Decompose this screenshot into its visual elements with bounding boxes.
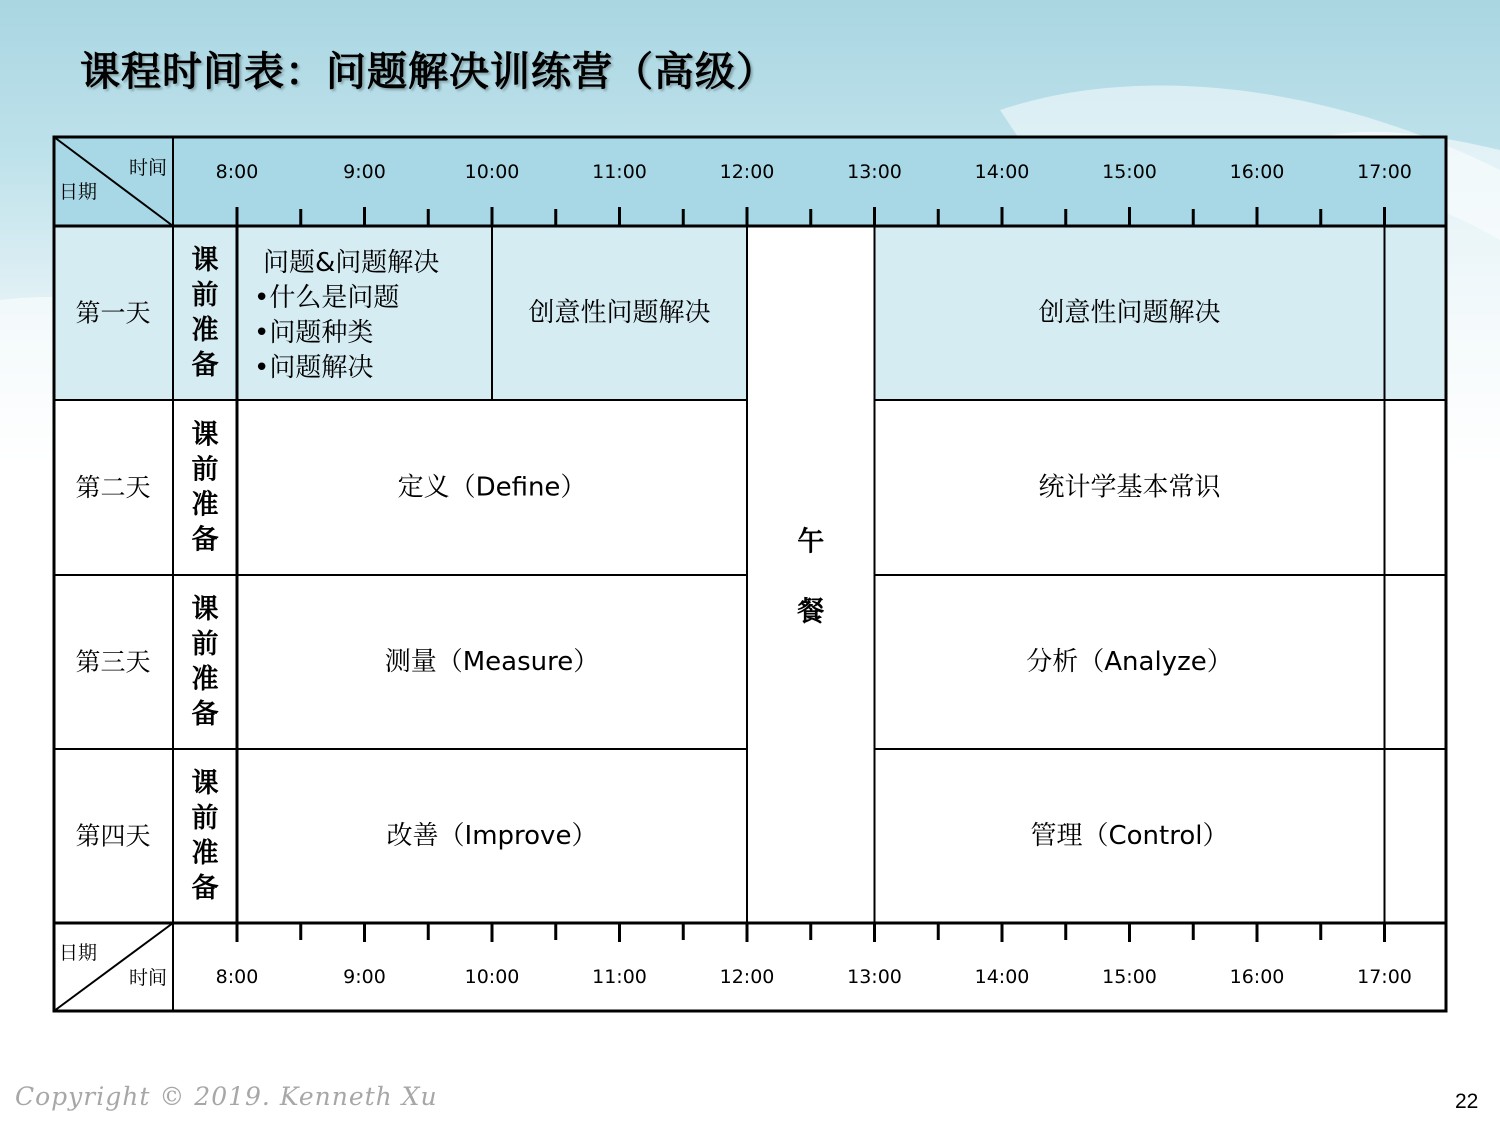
day-label: 第四天 <box>75 821 151 851</box>
time-label-top: 9:00 <box>343 161 386 183</box>
day1-intro-session-line: 问题&问题解决 <box>263 248 440 278</box>
time-label-bottom: 10:00 <box>464 966 520 988</box>
day-label: 第一天 <box>75 298 151 328</box>
prep-label-char: 课 <box>191 419 219 451</box>
day-label: 第二天 <box>75 473 151 502</box>
prep-label-char: 备 <box>191 873 219 904</box>
page-number: 22 <box>1455 1090 1479 1113</box>
time-label-bottom: 9:00 <box>343 966 386 988</box>
prep-label-char: 备 <box>191 699 219 730</box>
prep-label-char: 前 <box>191 280 219 311</box>
prep-label-char: 准 <box>191 664 219 695</box>
prep-label-char: 前 <box>191 803 219 834</box>
prep-label-char: 课 <box>191 594 219 625</box>
time-label-bottom: 17:00 <box>1357 966 1412 988</box>
prep-label-char: 课 <box>191 768 219 799</box>
time-label-bottom: 12:00 <box>719 966 775 988</box>
copyright-footer: Copyright © 2019. Kenneth Xu <box>15 1082 438 1111</box>
time-label-top: 13:00 <box>847 161 902 183</box>
prep-label-char: 前 <box>191 454 219 486</box>
prep-label-char: 备 <box>191 524 219 556</box>
morning-session: 定义（Define） <box>397 472 587 503</box>
lunch-label-char: 午 <box>797 526 825 558</box>
day-label: 第三天 <box>75 647 151 677</box>
afternoon-session: 统计学基本常识 <box>1038 472 1221 503</box>
day1-intro-session-line: •问题种类 <box>254 318 374 348</box>
time-label-bottom: 16:00 <box>1229 966 1285 988</box>
time-label-bottom: 15:00 <box>1102 966 1157 988</box>
time-label-top: 10:00 <box>464 161 520 183</box>
lunch-label-char: 餐 <box>797 596 825 628</box>
afternoon-session: 管理（Control） <box>1030 821 1229 851</box>
time-label-bottom: 11:00 <box>592 966 647 988</box>
prep-label-char: 备 <box>191 350 219 381</box>
day1-intro-session-line: •什么是问题 <box>254 283 400 313</box>
time-label-top: 11:00 <box>592 161 647 183</box>
afternoon-session: 创意性问题解决 <box>1038 298 1221 328</box>
time-label-top: 16:00 <box>1229 161 1285 183</box>
time-label-top: 14:00 <box>974 161 1030 183</box>
prep-label-char: 准 <box>191 838 219 869</box>
prep-label-char: 前 <box>191 629 219 660</box>
time-label-top: 12:00 <box>719 161 775 183</box>
time-label-top: 8:00 <box>215 161 259 183</box>
prep-label-char: 准 <box>191 315 219 346</box>
corner-time-label-top: 时间 <box>128 157 168 179</box>
morning-session: 测量（Measure） <box>384 647 600 677</box>
time-label-bottom: 14:00 <box>974 966 1030 988</box>
slide-title: 课程时间表：问题解决训练营（高级） <box>80 49 777 95</box>
corner-date-label-top: 日期 <box>58 181 98 203</box>
prep-label-char: 准 <box>191 489 219 521</box>
corner-date-label-bottom: 日期 <box>58 942 98 964</box>
afternoon-session: 分析（Analyze） <box>1026 647 1233 677</box>
corner-time-label-bottom: 时间 <box>128 967 168 989</box>
day1-intro-session-line: •问题解决 <box>254 353 374 383</box>
time-label-top: 15:00 <box>1102 161 1157 183</box>
time-label-bottom: 8:00 <box>215 966 259 988</box>
time-label-top: 17:00 <box>1357 161 1412 183</box>
time-label-bottom: 13:00 <box>847 966 902 988</box>
day1-morning-session-2: 创意性问题解决 <box>528 298 711 328</box>
lunch-area-fill <box>747 226 875 923</box>
prep-label-char: 课 <box>191 245 219 276</box>
morning-session: 改善（Improve） <box>386 821 598 851</box>
